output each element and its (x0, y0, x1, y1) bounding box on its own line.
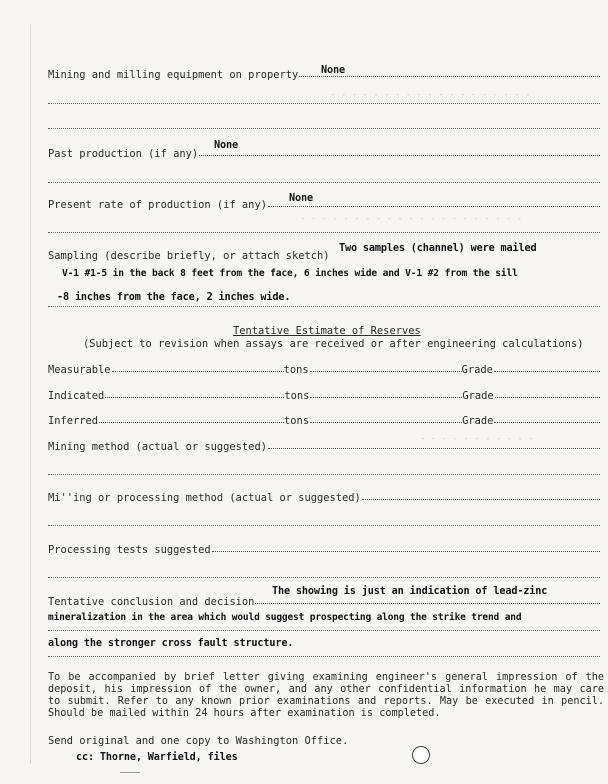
past-production-row (48, 148, 600, 160)
bleed-through: - - - - - - - - - - - - - - - - - - - - - (300, 214, 523, 224)
reserve-row-inferred (48, 415, 600, 427)
reserves-heading-word: Reserves (370, 325, 421, 337)
conclusion-fill-line[interactable] (255, 602, 600, 604)
instructions-line: deposit, his impression of the owner, and any other confidential information he may care (48, 684, 604, 695)
grade-label: Grade (462, 390, 494, 402)
conclusion-value-line-2: mineralization in the area which would suggest prospecting along the strike trend and (48, 612, 522, 623)
page-mark (120, 772, 140, 781)
blank-line[interactable] (48, 232, 600, 233)
reserve-label: Indicated (48, 390, 105, 402)
send-instruction-text: Send original and one copy to Washington Office. (48, 735, 349, 747)
present-rate-label: Present rate of production (if any) (48, 199, 267, 211)
blank-line[interactable] (48, 182, 600, 183)
bleed-through: - - - - - - - - - - - - - - - - - - - (330, 90, 531, 100)
tons-gap-line (310, 370, 462, 372)
conclusion-label: Tentative conclusion and decision (48, 596, 255, 608)
reserve-row-measurable (48, 364, 600, 376)
instructions-line: To be accompanied by brief letter giving examining engineer's general impression of the (48, 672, 604, 683)
reserves-subtitle: (Subject to revision when assays are received or after engineering calculations) (83, 338, 584, 350)
grade-fill-line[interactable] (494, 370, 600, 372)
sampling-value-line-1: Two samples (channel) were mailed (339, 243, 537, 254)
blank-line[interactable] (48, 577, 600, 578)
page-edge-shadow (30, 24, 31, 764)
bleed-through: - - - - - - - - - - - (420, 434, 534, 444)
equipment-value: None (321, 65, 345, 76)
tons-gap-line (310, 421, 462, 423)
tons-fill-line[interactable] (99, 421, 284, 423)
tons-label: tons (284, 390, 310, 402)
sampling-value-line-2: V-1 #1-5 in the back 8 feet from the face, 6 inches wide and V-1 #2 from the sill (62, 268, 518, 279)
reserve-label: Inferred (48, 415, 99, 427)
reserves-heading-word: Tentative (233, 325, 290, 337)
processing-tests-row (48, 544, 600, 556)
processing-tests-fill-line[interactable] (212, 550, 600, 552)
reserves-heading-word: of (351, 325, 365, 337)
send-instruction (48, 735, 600, 747)
present-rate-row (48, 199, 600, 211)
processing-tests-label: Processing tests suggested (48, 544, 211, 556)
grade-label: Grade (462, 415, 494, 427)
blank-line[interactable] (48, 656, 600, 657)
tons-fill-line[interactable] (105, 396, 284, 398)
tons-label: tons (284, 415, 310, 427)
reserves-heading-word: Estimate (295, 325, 346, 337)
sampling-value-line-3: -8 inches from the face, 2 inches wide. (57, 292, 291, 303)
present-rate-value: None (289, 193, 313, 204)
punch-hole (412, 746, 430, 764)
reserves-heading (233, 325, 421, 337)
blank-line[interactable] (48, 630, 600, 631)
cc-line: cc: Thorne, Warfield, files (76, 752, 238, 763)
blank-line[interactable] (48, 474, 600, 475)
mining-method-fill-line[interactable] (268, 447, 600, 449)
milling-method-label: Mi''ing or processing method (actual or suggested) (48, 492, 361, 504)
instructions-line: to submit. Refer to any known prior examinations and reports. May be executed in pencil. (48, 696, 604, 707)
instructions-line: Should be mailed within 24 hours after examination is completed. (48, 708, 441, 719)
conclusion-value-line-3: along the stronger cross fault structure. (48, 638, 294, 649)
grade-fill-line[interactable] (494, 421, 600, 423)
tons-fill-line[interactable] (112, 370, 284, 372)
blank-line[interactable] (48, 103, 600, 104)
reserve-label: Measurable (48, 364, 111, 376)
mining-method-label: Mining method (actual or suggested) (48, 441, 267, 453)
instructions-paragraph (48, 672, 604, 720)
sampling-label: Sampling (describe briefly, or attach sketch) (48, 250, 330, 262)
past-production-value: None (214, 140, 238, 151)
tons-label: tons (283, 364, 309, 376)
blank-line[interactable] (48, 525, 600, 526)
past-production-fill-line[interactable] (199, 154, 600, 156)
mining-method-row (48, 441, 600, 453)
blank-line[interactable] (48, 306, 600, 307)
grade-fill-line[interactable] (495, 396, 600, 398)
equipment-label: Mining and milling equipment on property (48, 69, 299, 81)
grade-label: Grade (461, 364, 493, 376)
blank-line[interactable] (48, 128, 600, 129)
milling-method-row (48, 492, 600, 504)
milling-method-fill-line[interactable] (362, 498, 600, 500)
past-production-label: Past production (if any) (48, 148, 199, 160)
present-rate-fill-line[interactable] (268, 205, 600, 207)
conclusion-row (48, 596, 600, 608)
conclusion-value-line-1: The showing is just an indication of lead-zinc (272, 586, 548, 597)
reserve-row-indicated (48, 390, 600, 402)
tons-gap-line (310, 396, 462, 398)
